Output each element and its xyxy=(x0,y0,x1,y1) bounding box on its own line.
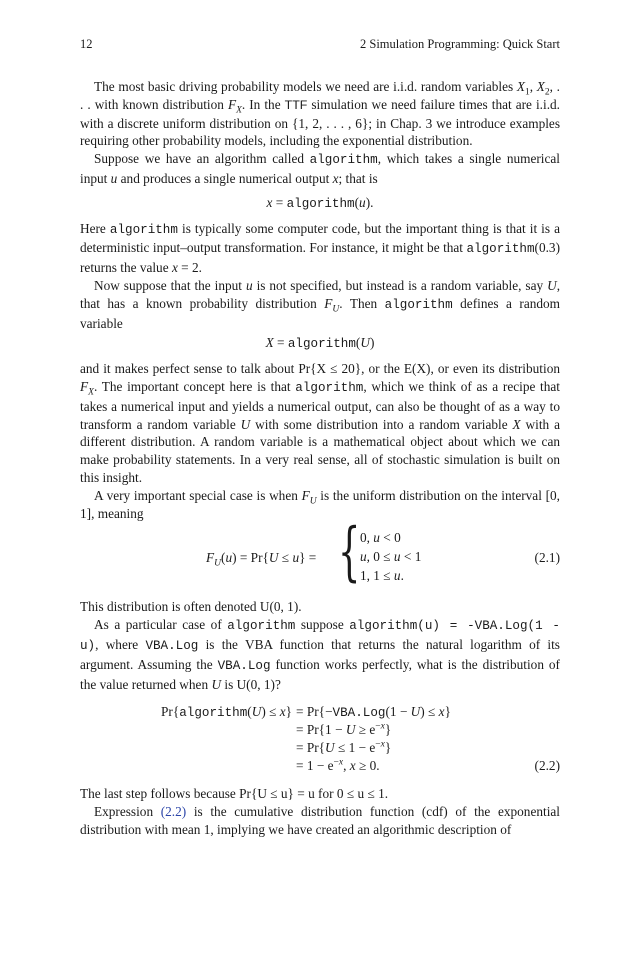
equation-2-2: Pr{algorithm(U) ≤ x} = Pr{−VBA.Log(1 − U) ≤ x} = $Pr\{1 - U \ge e^{-x}\}$ = $Pr\{U \le 1 - e^{-x}\}$ = $1 - e^{-x}$, x ≥ 0. (2.2) xyxy=(161,704,560,774)
paragraph-8: As a particular case of algorithm suppose algorithm(u) = -VBA.Log(1 - u), where VBA.Log is the VBA function that returns the natural logarithm of its argument. Assuming the VBA.Log function works perfectly, what is the distribution of the value returned when U is U(0, 1)? xyxy=(80,617,560,692)
page-body xyxy=(80,78,560,839)
equation-2-1: $F_U(u) = Pr\{U \le u\}$ = { 0, u < 0 u, 0 ≤ u < 1 1, 1 ≤ u. (2.1) xyxy=(206,515,560,590)
paragraph-9: The last step follows because Pr{U ≤ u} = u for 0 ≤ u ≤ 1. xyxy=(80,786,389,802)
ttf-term: TTF xyxy=(284,97,308,112)
paragraph-1: The most basic driving probability models we need are i.i.d. random variables $X_1$, $X_2$, . . . with known distribution $F_X$. In the TTF simulation we need failure times that are i.i.d. with a discrete uniform distribution on {1, 2, . . . , 6}; in Chap. 3 we introduce examples requiring other probability models, including the exponential distribution. xyxy=(80,79,560,149)
book-page xyxy=(80,37,560,839)
left-brace: { xyxy=(338,515,361,590)
paragraph-7: This distribution is often denoted U(0, 1). xyxy=(80,599,302,615)
running-title: 2 Simulation Programming: Quick Start xyxy=(360,37,560,51)
equation-X-algorithm: X = algorithm(U) xyxy=(265,335,375,352)
equation-x-algorithm: x = algorithm(u). xyxy=(266,194,374,211)
equation-number-2-2: (2.2) xyxy=(534,758,560,774)
page-number: 12 xyxy=(80,37,93,51)
paragraph-10: Expression (2.2) is the cumulative distribution function (cdf) of the exponential distribution with mean 1, implying we have created an algorithmic description of xyxy=(80,804,560,837)
paragraph-2: Suppose we have an algorithm called algorithm, which takes a single numerical input u and produces a single numerical output x; that is xyxy=(80,151,560,186)
paragraph-4: Now suppose that the input u is not specified, but instead is a random variable, say U, that has a known probability distribution $F_U$. Then algorithm defines a random variable xyxy=(80,277,561,331)
piecewise-cases: 0, u < 0 u, 0 ≤ u < 1 1, 1 ≤ u. xyxy=(360,530,422,584)
page-header xyxy=(80,37,560,59)
paragraph-5: and it makes perfect sense to talk about Pr{X ≤ 20}, or the E(X), or even its distribution $F_X$. The important concept here is that algorithm, which we think of as a recipe that takes a numerical input and yields a numerical output, can also be thought of as a way to transform a random variable U with some distribution into a random variable X with a different distribution. A random variable is a mathematical object about which we can make probability statements. In a very real sense, all of stochastic simulation is built on this insight. xyxy=(80,361,560,485)
equation-reference-link[interactable]: (2.2) xyxy=(160,804,187,820)
equation-number-2-1: (2.1) xyxy=(534,550,560,566)
paragraph-3: Here algorithm is typically some computer code, but the important thing is that it is a deterministic input–output transformation. For instance, it might be that algorithm(0.3) returns the value x = 2. xyxy=(80,220,561,276)
paragraph-6: A very important special case is when $F_U$ is the uniform distribution on the interval [0, 1], meaning xyxy=(80,487,561,521)
